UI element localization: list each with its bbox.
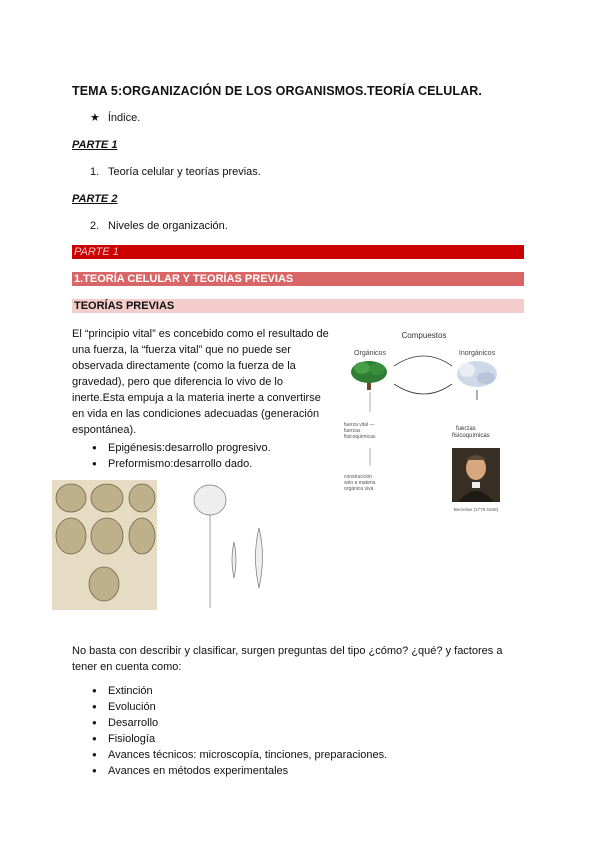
portrait-image <box>452 448 500 502</box>
part2-heading: PARTE 2 <box>72 193 118 205</box>
diagram-heading: Compuestos <box>401 331 447 340</box>
document-title: TEMA 5:ORGANIZACIÓN DE LOS ORGANISMOS.TEORÍA CELULAR. <box>72 84 482 98</box>
list-item: ● Preformismo:desarrollo dado. <box>92 456 271 472</box>
inorganic-label: Inorgánicos <box>458 350 496 357</box>
sperm-homunculus-drawings <box>194 485 263 608</box>
mineral-icon <box>457 361 497 387</box>
section-bar-cell-theory: 1.TEORÍA CELULAR Y TEORÍAS PREVIAS <box>72 272 524 286</box>
list-item: ● Avances en métodos experimentales <box>92 763 387 779</box>
diagram-note: fuerzas <box>344 428 361 434</box>
star-icon: ★ <box>90 112 100 124</box>
list-item: ● Desarrollo <box>92 715 387 731</box>
compounds-diagram <box>334 326 524 516</box>
diagram-note: construcción <box>344 474 373 480</box>
section-bar-previous-theories: TEORÍAS PREVIAS <box>72 299 524 313</box>
section-bar-part1: PARTE 1 <box>72 245 524 259</box>
tree-icon <box>351 361 387 390</box>
arrow-bottom <box>394 384 452 394</box>
list-number: 2. <box>90 220 100 232</box>
diagram-note: fisicoquímicas <box>452 433 490 439</box>
organic-label: Orgánicos <box>354 350 386 357</box>
questions-paragraph: No basta con describir y clasificar, surgen preguntas del tipo ¿cómo? ¿qué? y factores a tener en cuenta como: <box>72 645 503 673</box>
list-item: ● Fisiología <box>92 731 387 747</box>
theory-bullets <box>92 440 271 472</box>
index-label: Índice. <box>107 112 141 124</box>
arrow-top <box>394 356 452 366</box>
factors-bullets <box>92 683 387 779</box>
diagram-note: fuerza vital — <box>344 422 375 428</box>
portrait-caption: Berzelius (1779-1848) <box>453 507 499 512</box>
diagram-note: fuerzas <box>456 426 476 432</box>
preformism-illustration <box>52 480 296 612</box>
vital-principle-paragraph: El “principio vital” es concebido como el resultado de una fuerza, la “fuerza vital” que no puede ser observada directamente (como la fuerza de la gravedad), pero que diferencia lo vivo de lo inerte.Esta empuja a la materia inerte a convertirse en vida en las condiciones adecuadas (generación espontánea). <box>72 328 329 436</box>
list-item: ● Extinción <box>92 683 387 699</box>
list-number: 1. <box>90 166 100 178</box>
list-item: ● Epigénesis:desarrollo progresivo. <box>92 440 271 456</box>
list-item-1 <box>90 166 261 178</box>
part1-heading: PARTE 1 <box>72 139 118 151</box>
list-item: ● Evolución <box>92 699 387 715</box>
list-text: Teoría celular y teorías previas. <box>108 166 261 178</box>
list-item: ● Avances técnicos: microscopía, tinciones, preparaciones. <box>92 747 387 763</box>
diagram-note: fisicoquímicas <box>344 434 376 440</box>
list-item-2 <box>90 220 228 232</box>
diagram-note: solo a materia <box>344 480 376 486</box>
index-item <box>90 111 140 124</box>
diagram-note: orgánica viva <box>344 486 374 492</box>
list-text: Niveles de organización. <box>108 220 228 232</box>
